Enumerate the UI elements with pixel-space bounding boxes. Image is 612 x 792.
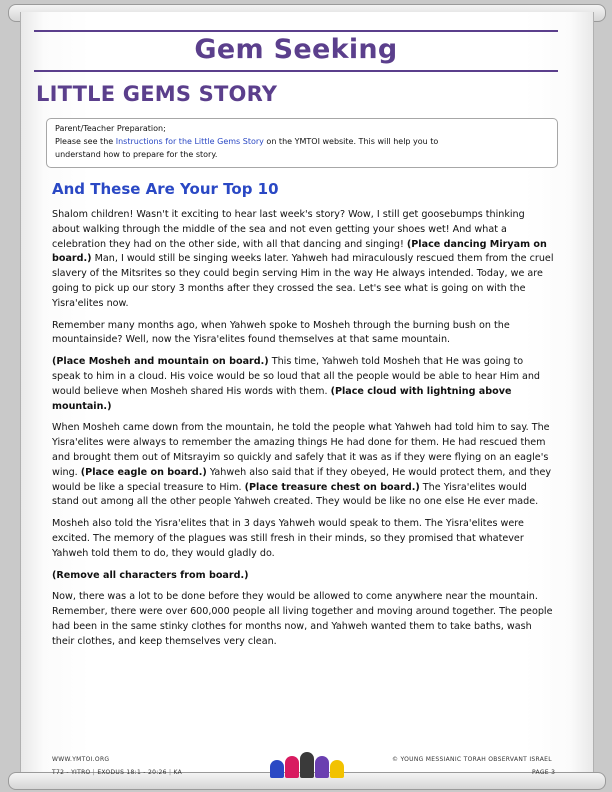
stage-cue: (Place dancing Miryam on board.): [52, 238, 547, 265]
preparation-text-start: Please see the: [55, 137, 116, 146]
footer-page-number: PAGE 3: [532, 769, 556, 776]
footer-separator: |: [168, 769, 172, 776]
footer-website[interactable]: WWW.YMTOI.ORG: [52, 756, 110, 763]
story-text: The Yisra'elites would stand out among all the other people Yahweh created. They would be like no one else He ever made.: [52, 481, 539, 508]
story-text: Yahweh also said that if they obeyed, He would protect them, and they would be like a special treasure to Him.: [52, 466, 552, 493]
page-subtitle: LITTLE GEMS STORY: [36, 82, 278, 106]
title-rule-top: [34, 30, 558, 32]
stage-cue: (Place treasure chest on board.): [244, 481, 420, 493]
instructions-link[interactable]: Instructions for the Little Gems Story: [115, 137, 264, 146]
stage-cue: (Place cloud with lightning above mountain.): [52, 385, 512, 412]
story-paragraph: Remember many months ago, when Yahweh spoke to Mosheh through the burning bush on the mountainside? Well, now the Yisra'elites found themselves at that same mountain.: [52, 319, 510, 346]
stage-cue: (Place Mosheh and mountain on board.): [52, 356, 269, 368]
footer-copyright: © YOUNG MESSIANIC TORAH OBSERVANT ISRAEL: [392, 756, 552, 763]
section-title: And These Are Your Top 10: [52, 180, 279, 198]
story-body: [52, 208, 554, 657]
preparation-heading: Parent/Teacher Preparation;: [55, 124, 166, 133]
story-text: Shalom children! Wasn't it exciting to hear last week's story? Wow, I still get goosebumps thinking about walking through the middle of the sea and not even getting your shoes wet! And what a celebration they had on the other side, with all that dancing and singing!: [52, 209, 525, 250]
footer-lesson-info: [52, 769, 182, 776]
story-paragraph: [52, 569, 554, 584]
story-paragraph: [52, 355, 554, 414]
stage-cue: (Remove all characters from board.): [52, 569, 249, 581]
footer-level: KA: [173, 769, 183, 776]
footer-code: T72 - YITRO: [52, 769, 91, 776]
story-text: This time, Yahweh told Mosheh that He was going to speak to him in a cloud. His voice would be so loud that all the people would be able to hear Him and would believe when Mosheh shared His words with them.: [52, 356, 541, 397]
page-title: Gem Seeking: [194, 34, 398, 65]
story-paragraph: [52, 421, 554, 510]
stage-cue: (Place eagle on board.): [80, 466, 207, 478]
preparation-text-end: on the YMTOI website. This will help you to: [263, 137, 439, 146]
story-paragraph: Now, there was a lot to be done before they would be allowed to come anywhere near the mountain. Remember, there were over 600,000 people all living together and moving around together. The people had been in the same stinky clothes for months now, and Yahweh wanted them to take baths, wash their clothes, and keep themselves very clean.: [52, 591, 553, 647]
preparation-box: [46, 118, 558, 168]
title-rule-bottom: [34, 70, 558, 72]
story-paragraph: [52, 208, 554, 312]
footer-separator: |: [92, 769, 96, 776]
preparation-text-line2: understand how to prepare for the story.: [55, 150, 218, 159]
footer-reference: EXODUS 18:1 - 20:26: [97, 769, 167, 776]
preparation-text: [55, 135, 549, 148]
story-paragraph: Mosheh also told the Yisra'elites that in 3 days Yahweh would speak to them. The Yisra'elites were excited. The memory of the plagues was still fresh in their minds, so they promised that whatever Yahweh told them to do, they would gladly do.: [52, 518, 524, 559]
story-text: When Mosheh came down from the mountain, he told the people what Yahweh had told him to say. The Yisra'elites were always to remember the amazing things He had done for them. He had rescued them and brought them out of Mitsrayim so quickly and safely that it was as if they were flying on an eagle's wing.: [52, 422, 550, 478]
logo-figures: [270, 752, 346, 778]
story-text: Man, I would still be singing weeks later. Yahweh had miraculously rescued them from the cruel slavery of the Mitsrites so they could begin serving Him in the way He always intended. Today, we are going to pick up our story 3 months after they crossed the sea. Let's see what is going on with the Yisra'elites now.: [52, 253, 554, 309]
